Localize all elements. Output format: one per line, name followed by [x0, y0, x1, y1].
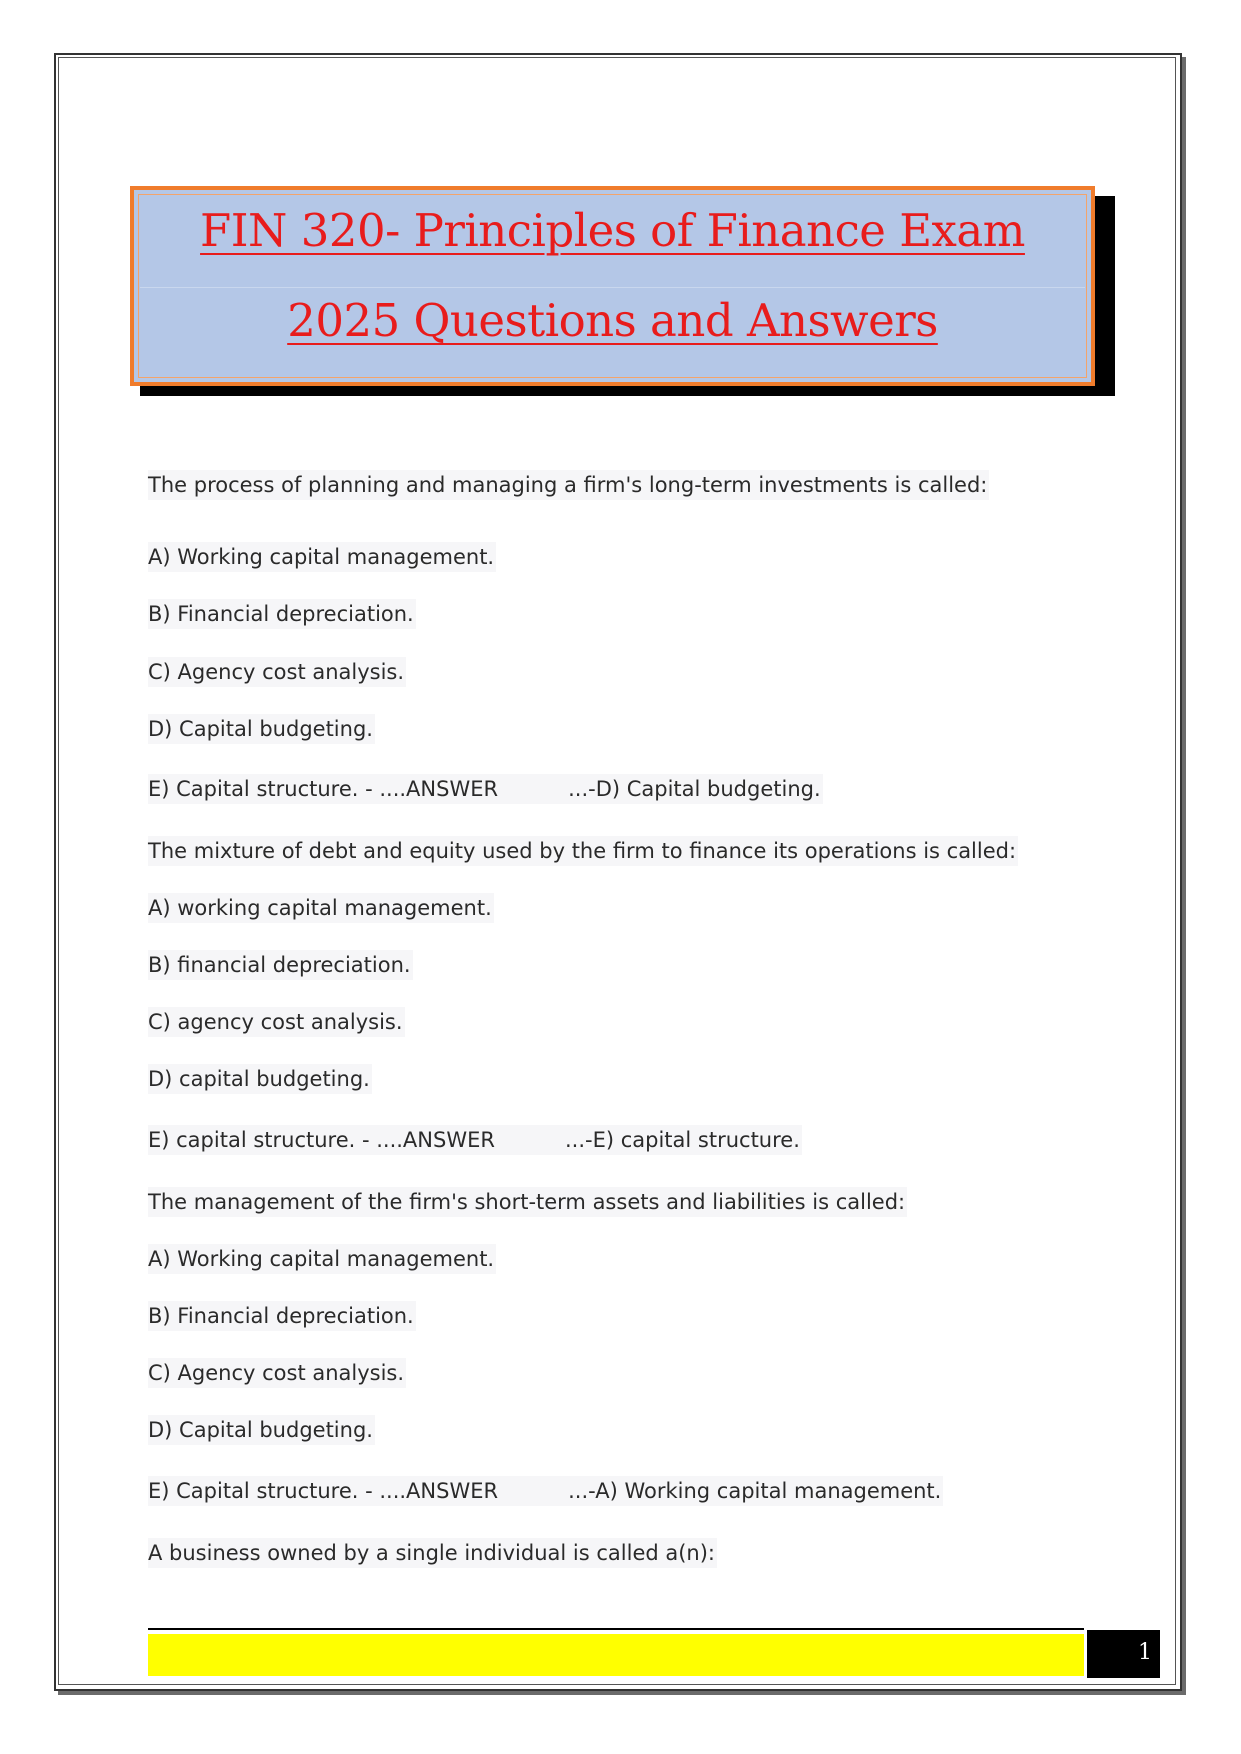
- question-1-prompt: The process of planning and managing a firm's long-term investments is called:: [148, 470, 989, 500]
- question-4-prompt: A business owned by a single individual is called a(n):: [148, 1538, 717, 1568]
- document-title-line-2: 2025 Questions and Answers: [287, 294, 938, 347]
- page-number: 1: [1087, 1630, 1160, 1678]
- question-3-option-e: E) Capital structure. - ....ANSWER: [148, 1479, 499, 1503]
- question-1-answer: ...-D) Capital budgeting.: [568, 777, 821, 801]
- document-title-line-1: FIN 320- Principles of Finance Exam: [200, 204, 1025, 257]
- question-1-option-d: D) Capital budgeting.: [148, 714, 375, 744]
- question-3-option-c: C) Agency cost analysis.: [148, 1358, 406, 1388]
- title-box: [130, 186, 1095, 386]
- question-1-answer-line: [148, 774, 823, 804]
- question-3-prompt: The management of the firm's short-term assets and liabilities is called:: [148, 1187, 907, 1217]
- question-2-option-c: C) agency cost analysis.: [148, 1007, 405, 1037]
- question-3-answer: ...-A) Working capital management.: [568, 1479, 942, 1503]
- question-2-option-a: A) working capital management.: [148, 893, 494, 923]
- footer-rule: [148, 1628, 1084, 1630]
- question-3-option-d: D) Capital budgeting.: [148, 1415, 375, 1445]
- question-1-option-e: E) Capital structure. - ....ANSWER: [148, 777, 499, 801]
- question-1-option-a: A) Working capital management.: [148, 542, 496, 572]
- question-3-option-a: A) Working capital management.: [148, 1244, 496, 1274]
- question-1-option-b: B) Financial depreciation.: [148, 599, 416, 629]
- question-3-option-b: B) Financial depreciation.: [148, 1301, 416, 1331]
- question-2-answer-line: [148, 1125, 802, 1155]
- question-2-option-b: B) financial depreciation.: [148, 950, 413, 980]
- question-2-option-e: E) capital structure. - ....ANSWER: [148, 1128, 495, 1152]
- question-2-answer: ...-E) capital structure.: [564, 1128, 800, 1152]
- question-2-option-d: D) capital budgeting.: [148, 1064, 372, 1094]
- question-1-option-c: C) Agency cost analysis.: [148, 657, 406, 687]
- question-3-answer-line: [148, 1476, 943, 1506]
- question-2-prompt: The mixture of debt and equity used by the firm to finance its operations is called:: [148, 836, 1018, 866]
- title-divider: [140, 287, 1085, 288]
- footer-bar: [148, 1634, 1084, 1676]
